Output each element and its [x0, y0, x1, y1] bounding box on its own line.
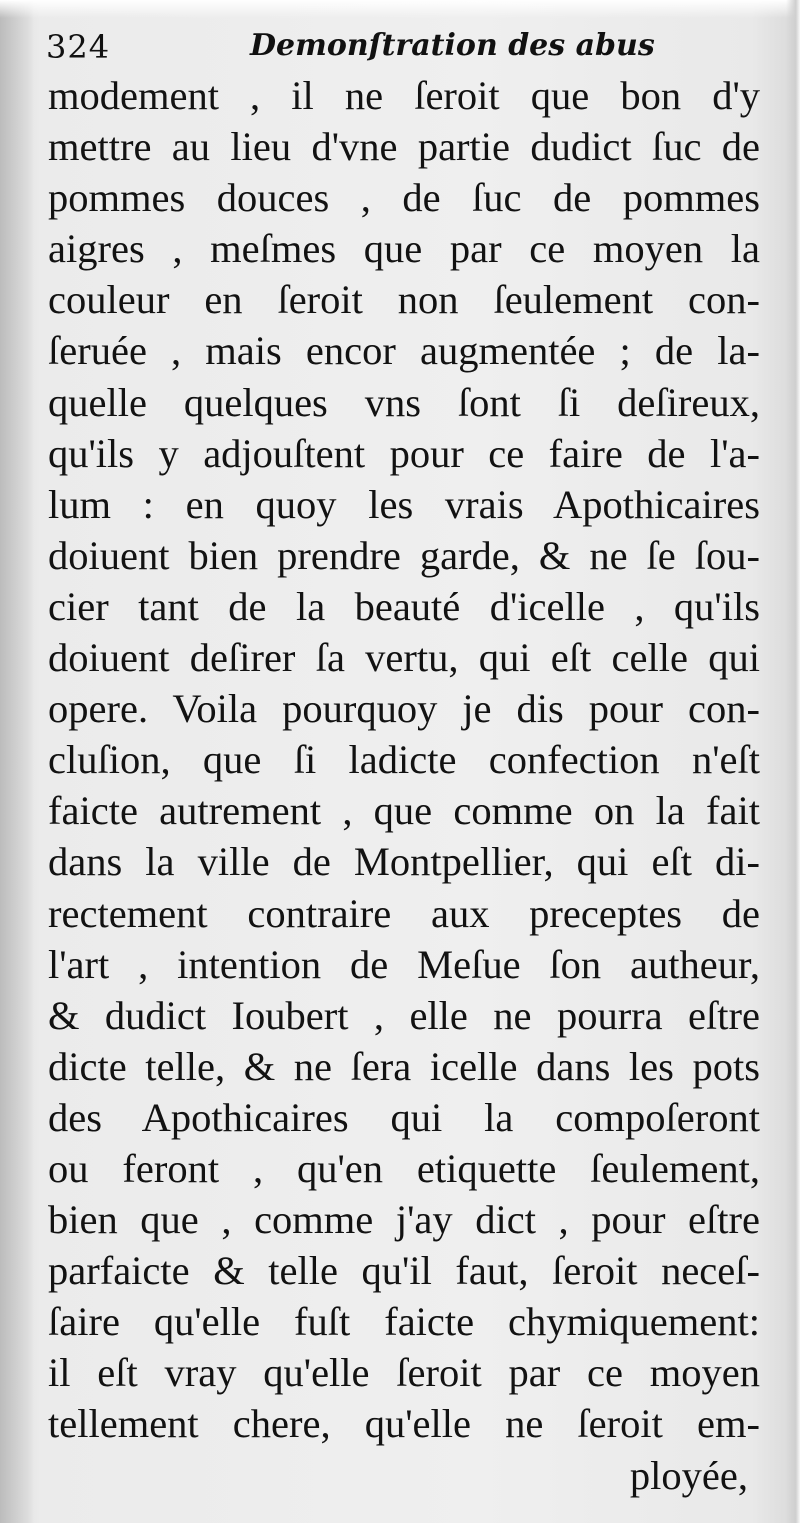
text-line: cier tant de la beauté d'icelle , qu'ils [48, 583, 760, 629]
gutter-shadow [0, 0, 34, 1523]
text-line: aigres , meſmes que par ce moyen la [48, 226, 760, 272]
text-line: faicte autrement , que comme on la fait [48, 788, 760, 834]
text-line: quelle quelques vns ſont ſi deſireux, [48, 379, 760, 425]
text-line: tellement chere, qu'elle ne ſeroit em- [48, 1401, 760, 1447]
text-line: mettre au lieu d'vne partie dudict ſuc de [48, 124, 760, 170]
text-line: il eſt vray qu'elle ſeroit par ce moyen [48, 1350, 760, 1396]
text-line: doiuent bien prendre garde, & ne ſe ſou- [48, 532, 760, 578]
text-line: qu'ils y adjouſtent pour ce faire de l'a- [48, 430, 760, 476]
text-line: l'art , intention de Meſue ſon autheur, [48, 941, 760, 987]
body-text [48, 70, 760, 1501]
text-line: parfaicte & telle qu'il faut, ſeroit neceſ- [48, 1248, 760, 1294]
text-line: ou feront , qu'en etiquette ſeulement, [48, 1145, 760, 1191]
text-line: couleur en ſeroit non ſeulement con- [48, 277, 760, 323]
text-line: cluſion, que ſi ladicte confection n'eſt [48, 737, 760, 783]
text-line: bien que , comme j'ay dict , pour eſtre [48, 1197, 760, 1243]
catchword: ployée, [629, 1452, 748, 1498]
top-margin [0, 0, 800, 18]
text-line: ſaire qu'elle fuſt faicte chymiquement: [48, 1299, 760, 1345]
text-line: lum : en quoy les vrais Apothicaires [48, 481, 760, 527]
text-line: dans la ville de Montpellier, qui eſt di- [48, 839, 760, 885]
text-line: opere. Voila pourquoy je dis pour con- [48, 686, 760, 732]
page-edge [786, 0, 800, 1523]
page-number: 324 [46, 28, 111, 66]
text-line: des Apothicaires qui la compoſeront [48, 1094, 760, 1140]
text-line: ſeruée , mais encor augmentée ; de la- [48, 328, 760, 374]
text-line: & dudict Ioubert , elle ne pourra eſtre [48, 992, 760, 1038]
text-line: doiuent deſirer ſa vertu, qui eſt celle qui [48, 635, 760, 681]
running-head: Demonſtration des abus [250, 28, 655, 63]
text-line: pommes douces , de ſuc de pommes [48, 175, 760, 221]
text-line: modement , il ne ſeroit que bon d'y [48, 73, 760, 118]
text-line: dicte telle, & ne ſera icelle dans les pots [48, 1043, 760, 1089]
text-line: rectement contraire aux preceptes de [48, 890, 760, 936]
